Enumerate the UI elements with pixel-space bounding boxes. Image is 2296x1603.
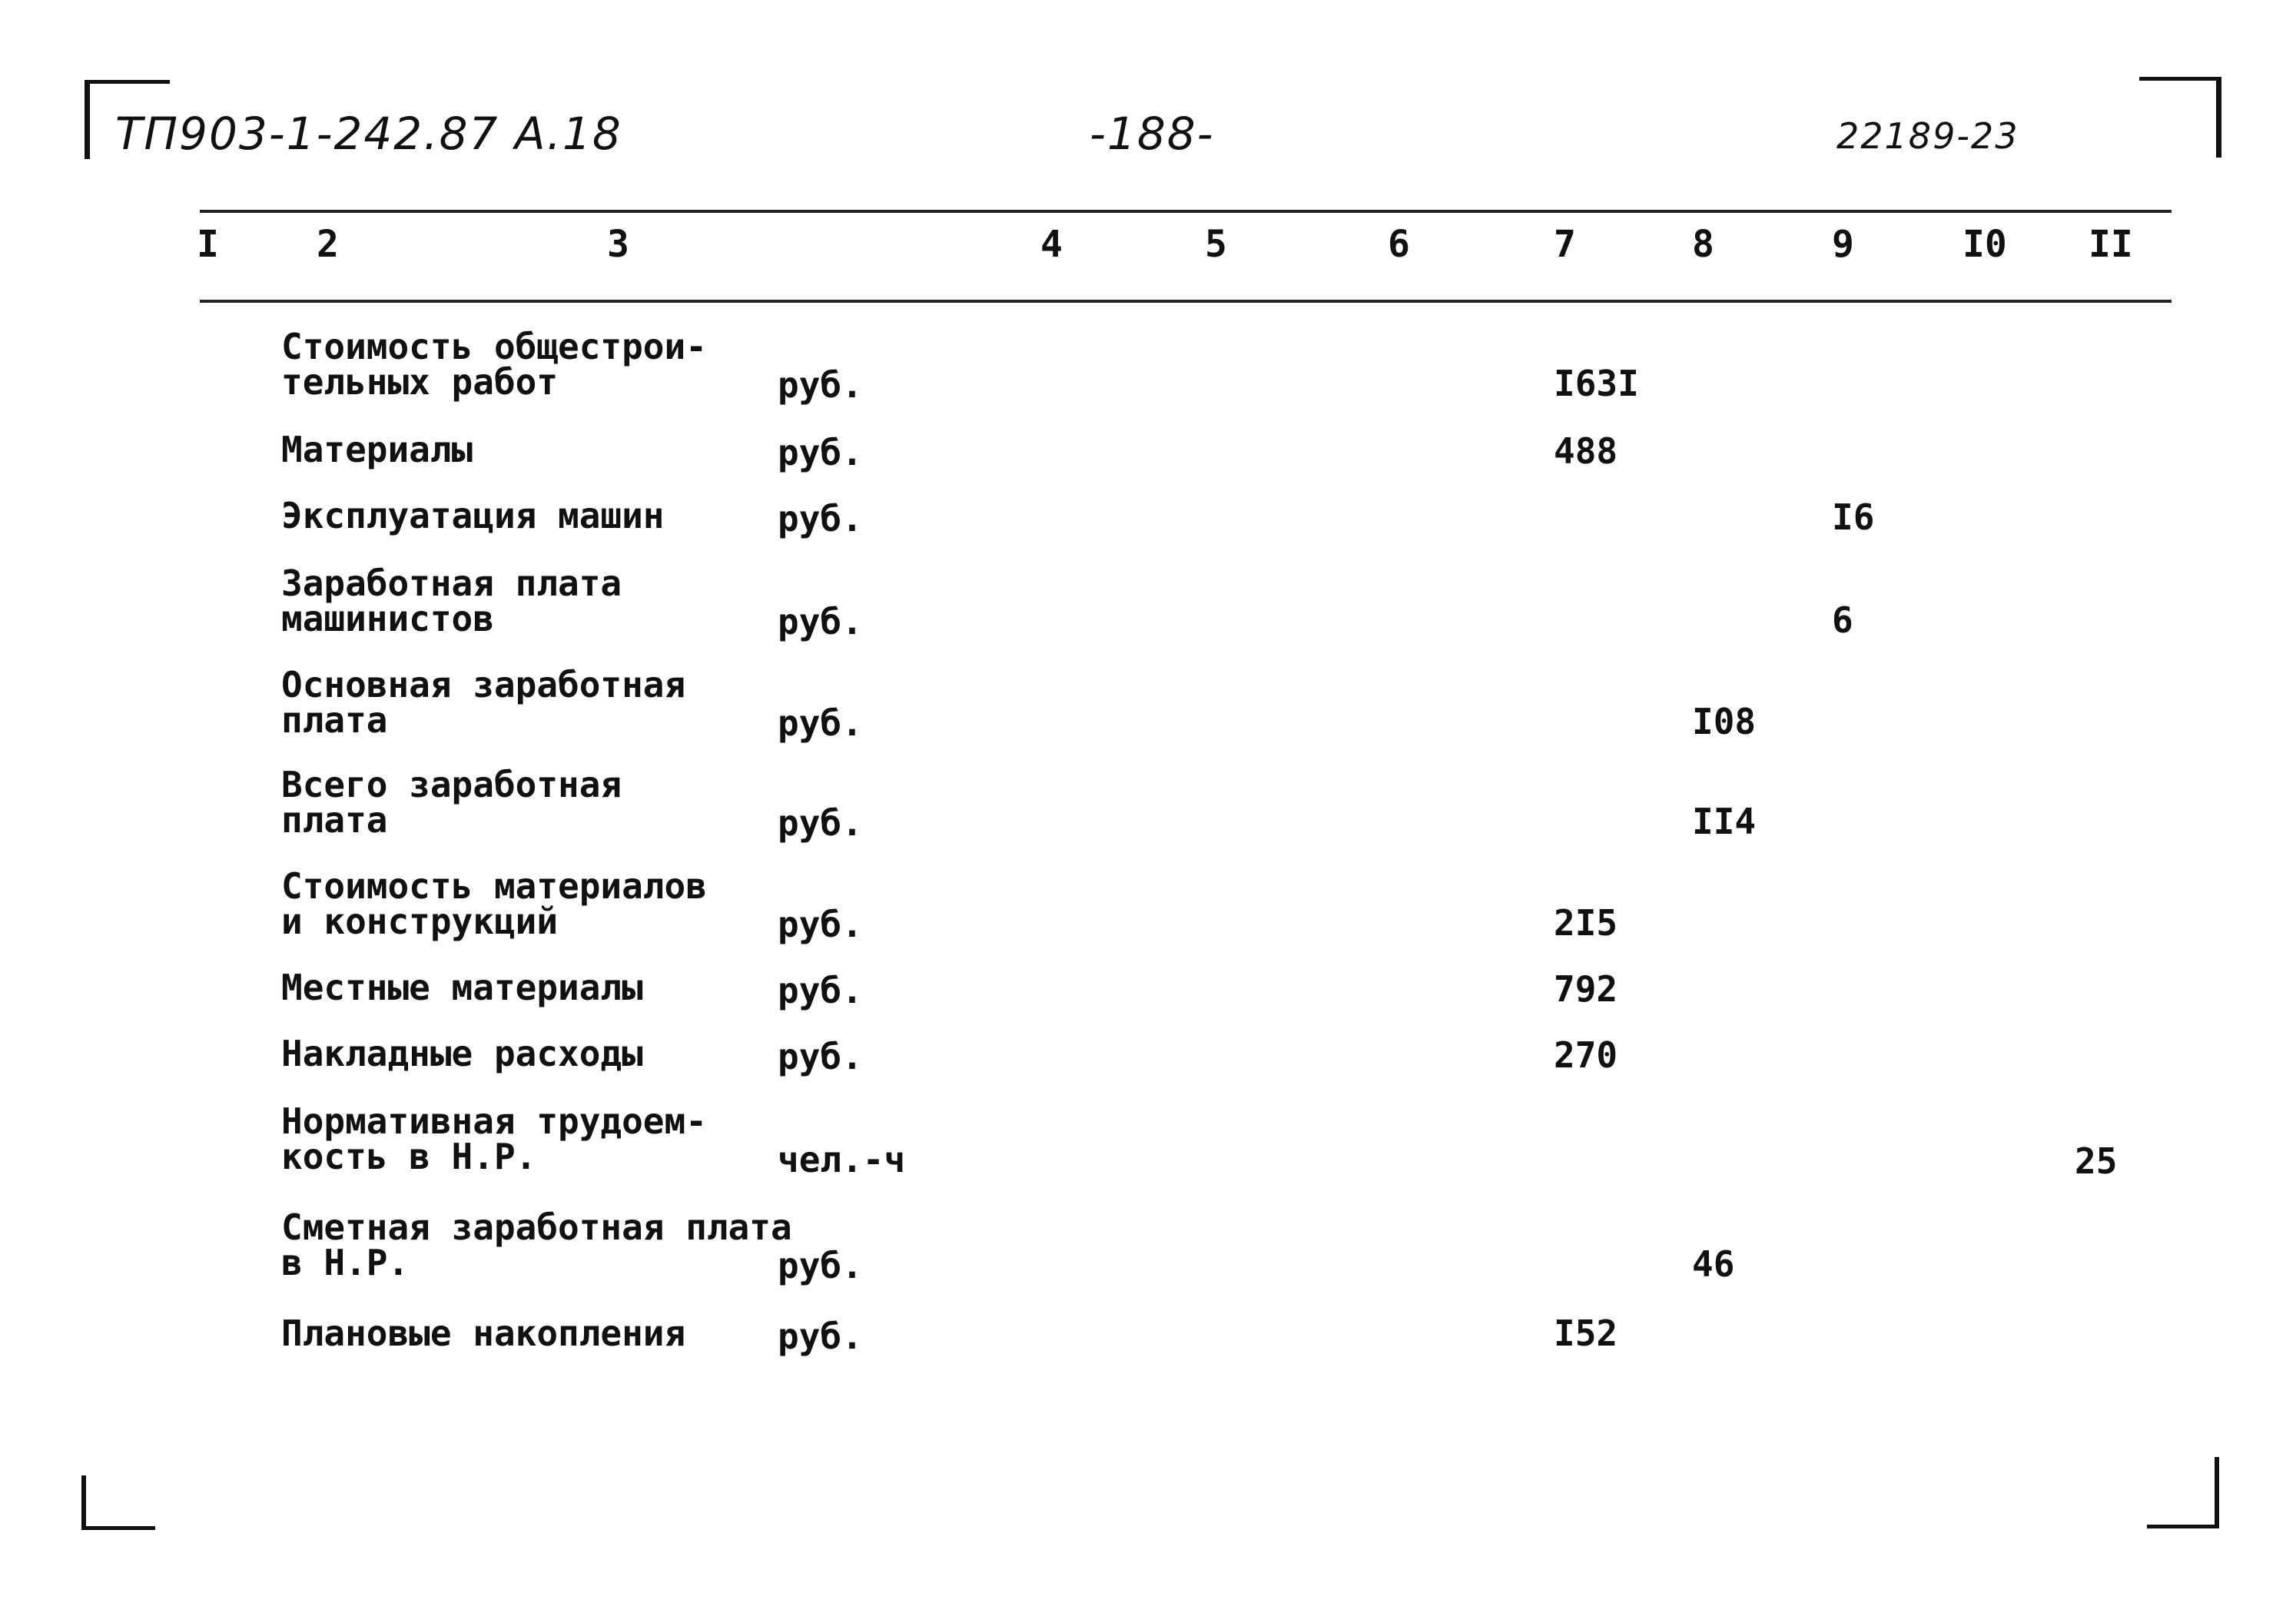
table-row-label [281,967,643,1008]
row-label-line: Всего заработная [281,764,622,805]
table-row-label [281,764,622,841]
row-value: I08 [1692,701,1757,742]
row-value: I6 [1832,496,1875,538]
row-label-line: и конструкций [281,901,559,942]
row-value: 6 [1832,599,1853,641]
column-number: 9 [1832,223,1854,266]
row-label-line: тельных работ [281,361,559,403]
page-number: -188- [1090,108,1215,160]
row-unit: руб. [778,1316,863,1357]
row-unit: руб. [778,970,863,1011]
document-code: ТП903-1-242.87 А.18 [115,108,622,160]
table-row-label [281,664,686,741]
row-value: 2I5 [1554,902,1618,944]
corner-mark-bottom-right [2147,1457,2219,1528]
row-label-line: плата [281,799,388,841]
row-value: II4 [1692,801,1757,842]
row-value: 270 [1554,1034,1618,1076]
corner-mark-bottom-left [81,1475,155,1530]
table-row-label [281,1033,643,1074]
row-label-line: Материалы [281,429,473,470]
row-value: 46 [1692,1243,1735,1285]
column-number: 4 [1040,223,1063,266]
column-number: I [197,223,219,266]
row-unit: руб. [778,498,863,539]
column-number: 5 [1205,223,1227,266]
table-row-label [281,326,707,403]
row-label-line: Стоимость материалов [281,865,707,907]
row-label-line: плата [281,699,388,741]
row-unit: руб. [778,432,863,473]
row-label-line: Основная заработная [281,664,686,705]
table-header-top-rule [200,210,2172,213]
table-header-bottom-rule [200,300,2172,303]
column-number: I0 [1963,223,2007,266]
row-unit: руб. [778,702,863,744]
row-unit: руб. [778,1036,863,1077]
table-row-label [281,1100,707,1177]
row-value: 792 [1554,968,1618,1010]
row-label-line: кость в Н.Р. [281,1136,537,1177]
table-row-label [281,563,622,639]
row-label-line: Нормативная трудоем- [281,1100,707,1142]
column-number: 2 [317,223,339,266]
table-row-label [281,1313,686,1354]
column-number: 8 [1692,223,1714,266]
table-row-label [281,495,665,536]
row-unit: руб. [778,1245,863,1286]
sheet-id: 22189-23 [1836,115,2019,157]
row-unit: чел.-ч [778,1139,906,1180]
table-row-label [281,429,473,470]
row-label-line: Накладные расходы [281,1033,643,1074]
row-label-line: Стоимость общестрои- [281,326,707,367]
row-label-line: Эксплуатация машин [281,495,665,536]
row-value: I52 [1554,1313,1618,1354]
row-unit: руб. [778,364,863,406]
row-unit: руб. [778,904,863,945]
table-row-label [281,1206,792,1283]
column-number: 7 [1554,223,1576,266]
row-label-line: Местные материалы [281,967,643,1008]
row-label-line: в Н.Р. [281,1242,410,1283]
column-number: II [2089,223,2133,266]
row-label-line: Заработная плата [281,563,622,604]
column-number: 6 [1388,223,1410,266]
row-label-line: Сметная заработная плата [281,1206,792,1248]
row-value: 25 [2075,1140,2118,1182]
row-label-line: Плановые накопления [281,1313,686,1354]
row-unit: руб. [778,601,863,642]
column-number: 3 [607,223,629,266]
row-value: 488 [1554,430,1618,472]
table-row-label [281,865,707,942]
row-unit: руб. [778,802,863,844]
corner-mark-top-right [2139,77,2221,158]
row-label-line: машинистов [281,598,494,639]
row-value: I63I [1554,363,1639,404]
